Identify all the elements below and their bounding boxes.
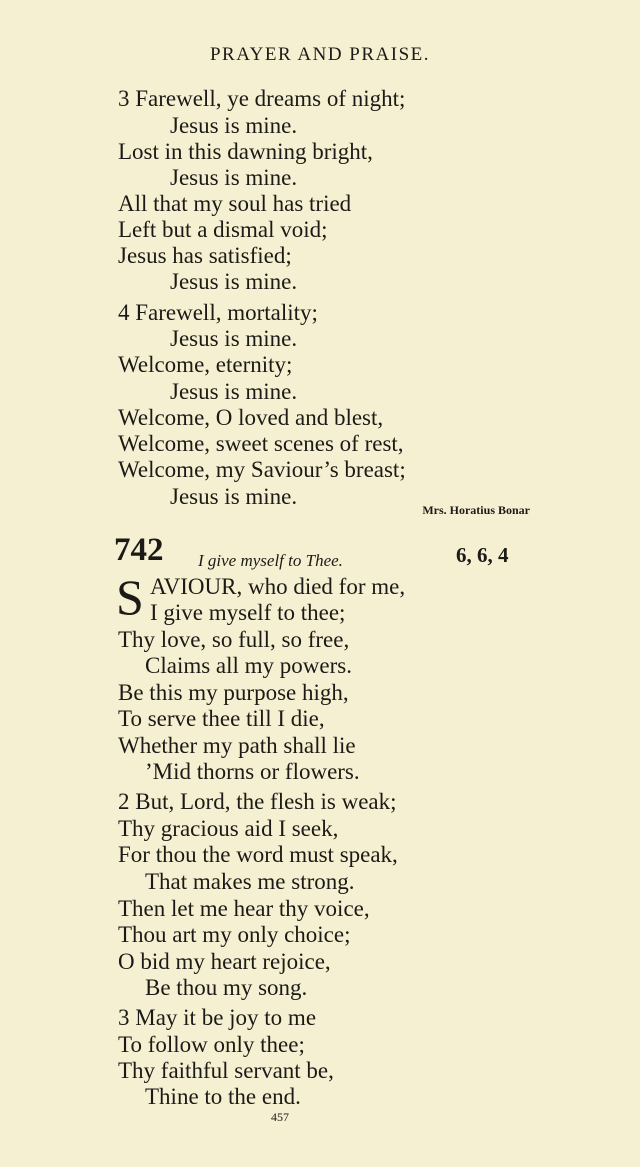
verse-line: Thy faithful servant be, (118, 1058, 334, 1083)
verse-line: Be thou my song. (145, 975, 308, 1000)
verse-line: 2 But, Lord, the flesh is weak; (118, 789, 397, 814)
verse-line: Jesus is mine. (170, 484, 298, 509)
verse-line: To follow only thee; (118, 1032, 305, 1057)
verse-line: Welcome, my Saviour’s breast; (118, 457, 406, 482)
verse-line: Lost in this dawning bright, (118, 139, 373, 164)
verse-line: All that my soul has tried (118, 191, 352, 216)
verse-line: AVIOUR, who died for me, (150, 574, 406, 599)
verse-line: 3 Farewell, ye dreams of night; (118, 86, 406, 111)
hymn-number: 742 (114, 532, 164, 568)
verse-line: For thou the word must speak, (118, 842, 398, 867)
attribution: Mrs. Horatius Bonar (422, 503, 530, 517)
verse-line: Welcome, eternity; (118, 352, 293, 377)
verse-line: Jesus is mine. (170, 379, 298, 404)
verse-line: 3 May it be joy to me (118, 1005, 317, 1030)
verse-line: Jesus is mine. (170, 326, 298, 351)
verse-line: Welcome, O loved and blest, (118, 405, 384, 430)
verse-line: 4 Farewell, mortality; (118, 300, 318, 325)
verse-line: Whether my path shall lie (118, 733, 356, 758)
verse-line: ’Mid thorns or flowers. (145, 759, 360, 784)
verse-line: Thine to the end. (145, 1084, 301, 1109)
verse-line: Welcome, sweet scenes of rest, (118, 431, 404, 456)
verse-line: Then let me hear thy voice, (118, 896, 370, 921)
running-header: PRAYER AND PRAISE. (209, 44, 431, 65)
hymn-meter: 6, 6, 4 (456, 543, 509, 567)
verse-line: Jesus is mine. (170, 113, 298, 138)
verse-line: Claims all my powers. (145, 653, 352, 678)
verse-line: Jesus is mine. (170, 165, 298, 190)
verse-line: I give myself to thee; (150, 600, 346, 625)
verse-line: That makes me strong. (145, 869, 355, 894)
verse-line: Jesus is mine. (170, 269, 298, 294)
page-number: 457 (271, 1110, 289, 1124)
verse-line: Thy love, so full, so free, (118, 627, 350, 652)
verse-line: O bid my heart rejoice, (118, 949, 331, 974)
verse-line: To serve thee till I die, (118, 706, 325, 731)
verse-line: Jesus has satisfied; (118, 243, 292, 268)
verse-line: Left but a dismal void; (118, 217, 328, 242)
verse-line: Be this my purpose high, (118, 680, 349, 705)
verse-line: Thou art my only choice; (118, 922, 351, 947)
drop-cap: S (116, 569, 144, 625)
hymn-title: I give myself to Thee. (198, 551, 343, 570)
verse-line: Thy gracious aid I seek, (118, 816, 339, 841)
